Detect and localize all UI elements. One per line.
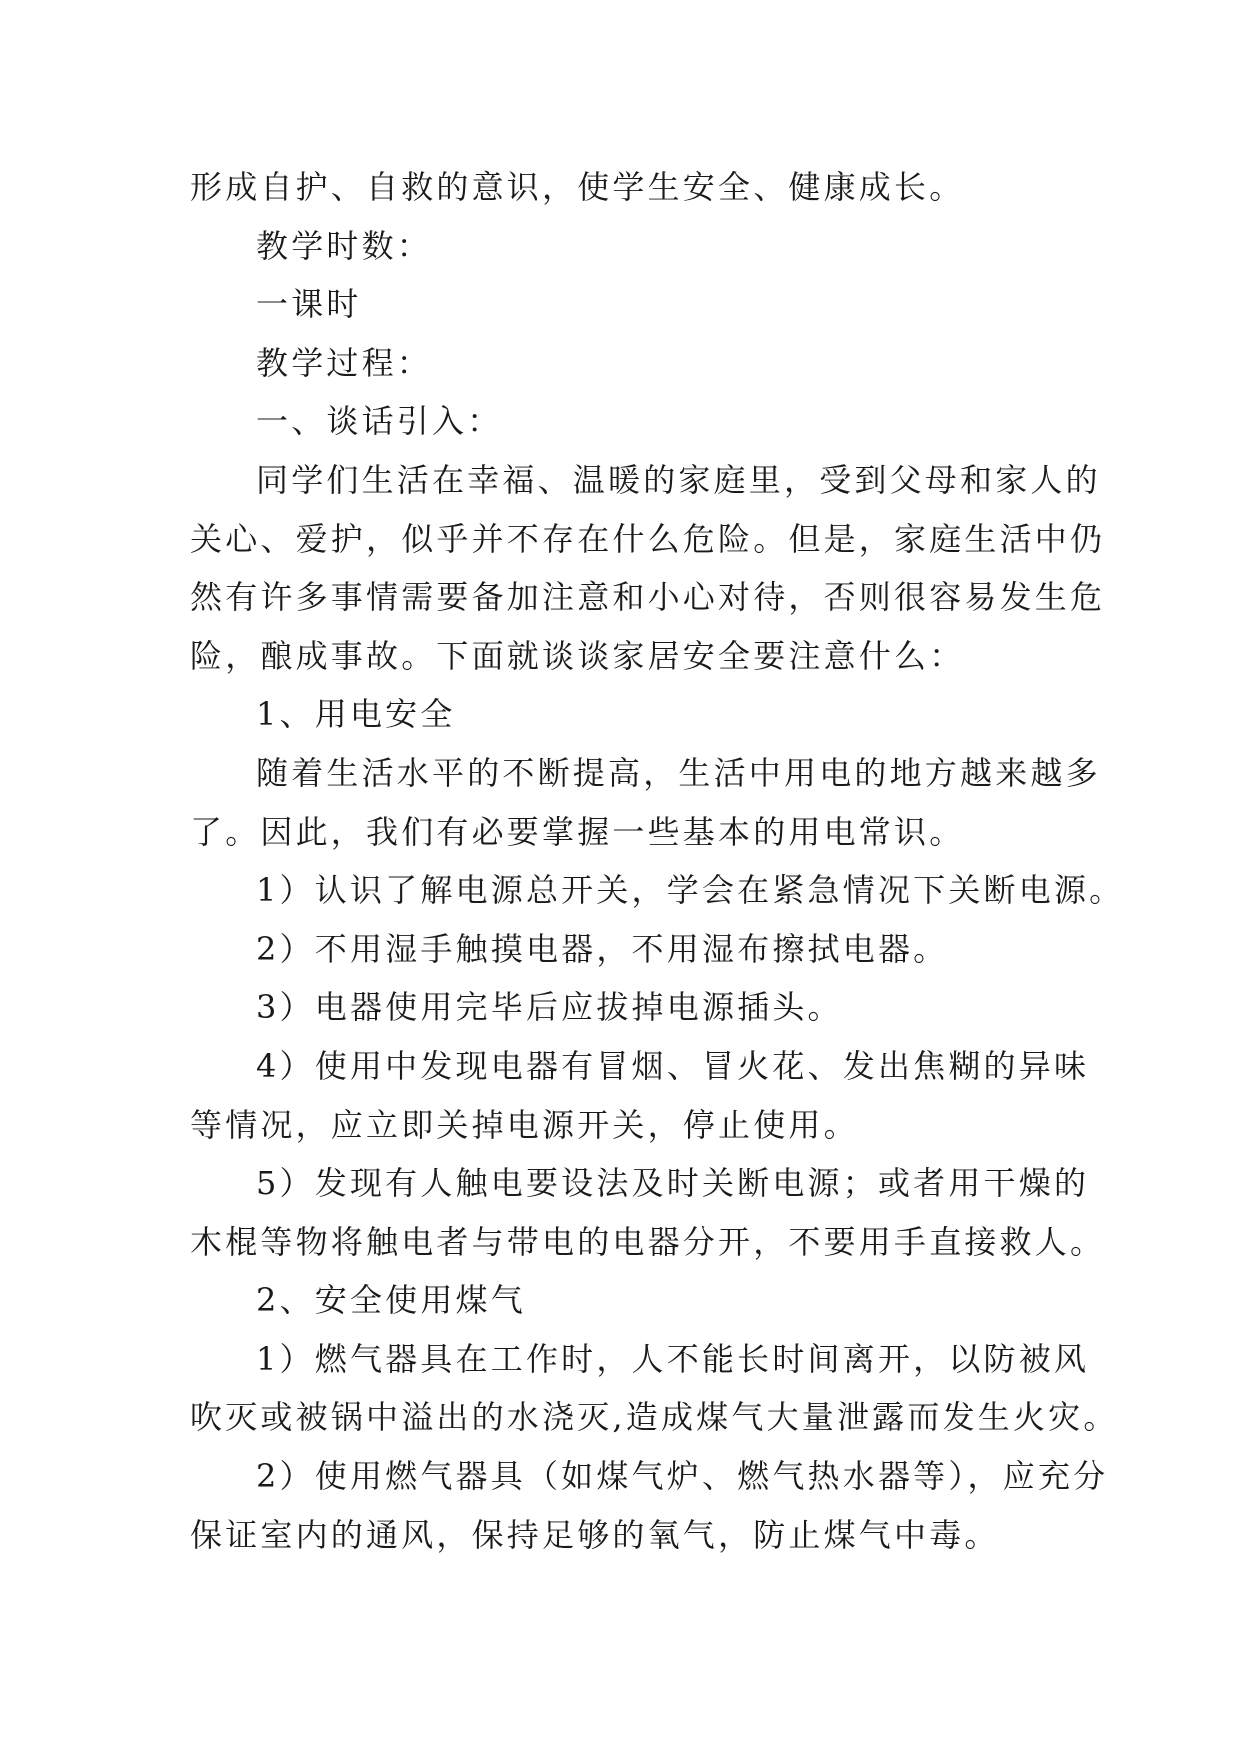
text-line: 然有许多事情需要备加注意和小心对待，否则很容易发生危 (190, 578, 1106, 617)
text-line: 了。因此，我们有必要掌握一些基本的用电常识。 (190, 812, 965, 851)
text-line: 同学们生活在幸福、温暖的家庭里，受到父母和家人的 (256, 460, 1101, 499)
text-line: 吹灭或被锅中溢出的水浇灭,造成煤气大量泄露而发生火灾。 (190, 1398, 1119, 1437)
text-line: 随着生活水平的不断提高，生活中用电的地方越来越多 (256, 753, 1101, 792)
text-line: 1、用电安全 (256, 695, 456, 734)
text-line: 教学过程： (256, 343, 433, 382)
text-line: 4）使用中发现电器有冒烟、冒火花、发出焦糊的异味 (256, 1046, 1090, 1085)
text-line: 关心、爱护，似乎并不存在什么危险。但是，家庭生活中仍 (190, 519, 1106, 558)
text-line: 一、谈话引入： (256, 402, 503, 441)
text-line: 形成自护、自救的意识，使学生安全、健康成长。 (190, 168, 965, 206)
text-line: 2）使用燃气器具（如煤气炉、燃气热水器等），应充分 (256, 1457, 1109, 1496)
text-line: 1）燃气器具在工作时，人不能长时间离开，以防被风 (256, 1339, 1090, 1378)
text-line: 一课时 (256, 285, 362, 324)
text-line: 5）发现有人触电要设法及时关断电源；或者用干燥的 (256, 1164, 1090, 1203)
text-line: 2、安全使用煤气 (256, 1281, 526, 1320)
text-line: 3）电器使用完毕后应拔掉电源插头。 (256, 988, 843, 1027)
text-line: 保证室内的通风，保持足够的氧气，防止煤气中毒。 (190, 1515, 1000, 1554)
text-line: 等情况，应立即关掉电源开关，停止使用。 (190, 1105, 859, 1144)
text-line: 1）认识了解电源总开关，学会在紧急情况下关断电源。 (256, 871, 1125, 910)
document-body (190, 158, 1125, 1564)
text-line: 教学时数： (256, 226, 433, 265)
text-line: 险，酿成事故。下面就谈谈家居安全要注意什么： (190, 636, 965, 675)
text-line: 木棍等物将触电者与带电的电器分开，不要用手直接救人。 (190, 1222, 1106, 1261)
text-line: 2）不用湿手触摸电器，不用湿布擦拭电器。 (256, 929, 949, 968)
